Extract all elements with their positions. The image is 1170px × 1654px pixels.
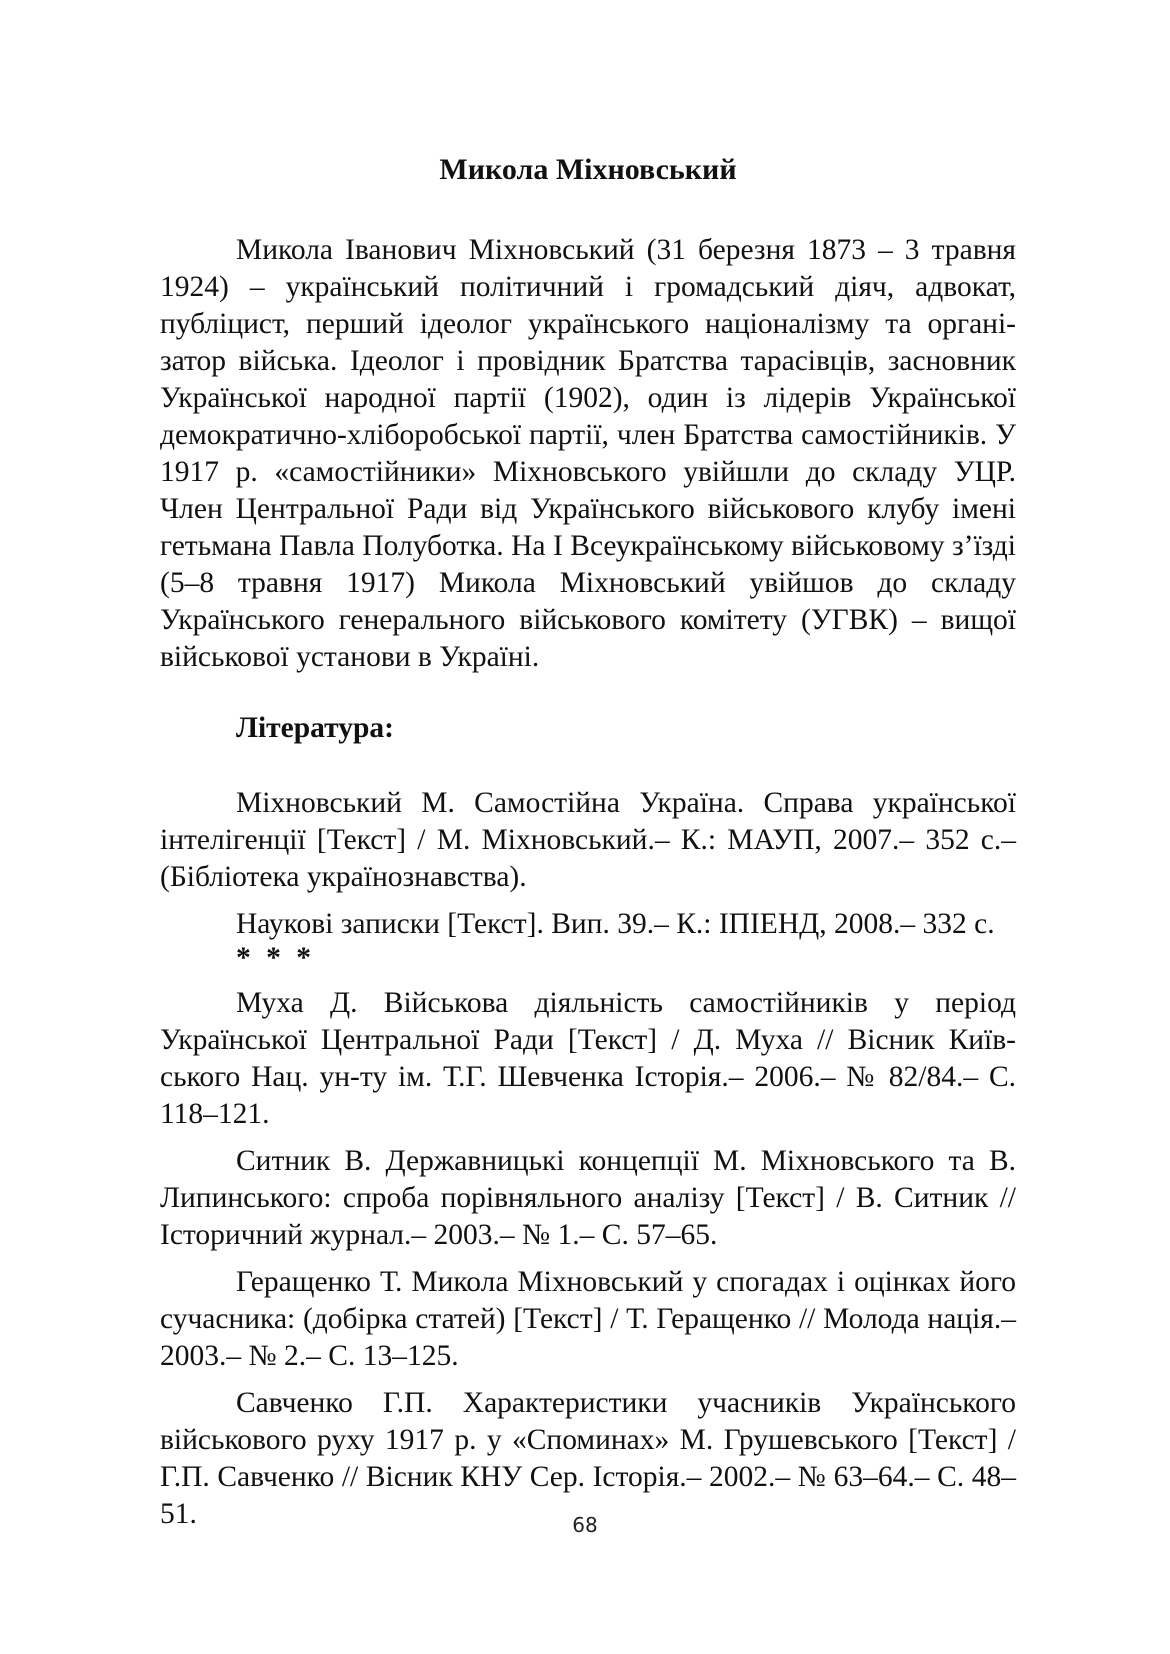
references-list — [160, 785, 1016, 1533]
section-separator: * * * — [236, 942, 315, 974]
reference-item: Міхновський М. Самостійна Україна. Справа української інтелігенції [Текст] / М. Міхновський.– К.: МАУП, 2007.– 352 с.– (Бібліотека українознавства). — [160, 787, 1016, 893]
reference-item: Геращенко Т. Микола Міхновський у спогадах і оцінках його сучасника: (добірка статей) [Текст] / Т. Геращенко // Молода нація.– 2003.– № 2.– С. 13–125. — [160, 1266, 1016, 1372]
page-number: 68 — [572, 1513, 598, 1537]
page-title: Микола Міхновський — [439, 153, 737, 186]
reference-item: Наукові записки [Текст]. Вип. 39.– К.: ІПІЕНД, 2008.– 332 с. — [236, 908, 995, 940]
page-content — [160, 150, 1016, 1543]
reference-item: Ситник В. Державницькі концепції М. Міхновського та В. Липинського: спроба порівняльного аналізу [Текст] / В. Ситник // Історичний журнал.– 2003.– № 1.– С. 57–65. — [160, 1145, 1016, 1251]
literature-heading: Література: — [236, 712, 394, 744]
reference-item: Муха Д. Військова діяльність самостійників у період Української Центральної Ради [Текст] / Д. Муха // Вісник Київського Нац. ун-ту ім. Т.Г. Шевченка Історія.– 2006.– № 82/84.– С. 118–121. — [160, 987, 1016, 1130]
reference-item: Савченко Г.П. Характеристики учасників Українського військового руху 1917 р. у «Споминах» М. Грушевського [Текст] / Г.П. Савченко // Вісник КНУ Сер. Історія.– 2002.– № 63–64.– С. 48–51. — [160, 1387, 1016, 1530]
biography-paragraph: Микола Іванович Міхновський (31 березня 1873 – 3 травня 1924) – український політичний і громадський діяч, адвокат, публіцист, перший ідеолог українського націоналізму та організатор війська. Ідеолог і провідник Братства тарасівців, засновник Української народної партії (1902), один із лідерів Української демократично-хліборобської партії, член Братства самостійників. У 1917 р. «самостійники» Міхновського увійшли до складу УЦР. Член Центральної Ради від Українського військового клубу імені гетьмана Павла Полуботка. На І Всеукраїнському військовому з’їзді (5–8 травня 1917) Микола Міхновський увійшов до складу Українського генерального військового комітету (УГВК) – вищої військової установи в Україні. — [160, 234, 1016, 673]
